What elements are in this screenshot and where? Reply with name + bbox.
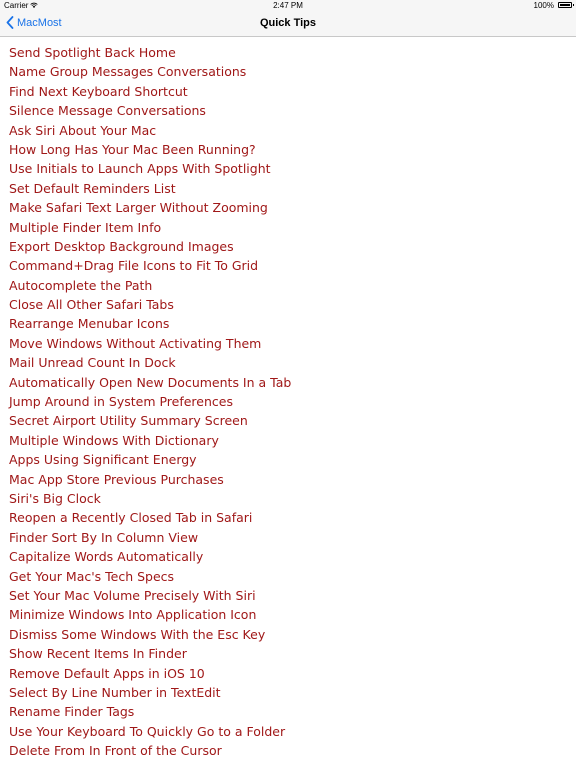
tip-item[interactable]: Multiple Windows With Dictionary	[9, 432, 219, 448]
tip-item[interactable]: How Long Has Your Mac Been Running?	[9, 141, 256, 157]
back-button-label: MacMost	[17, 16, 62, 29]
tip-item[interactable]: Ask Siri About Your Mac	[9, 122, 157, 138]
tip-item[interactable]: Mac App Store Previous Purchases	[9, 471, 224, 487]
tip-item[interactable]: Silence Message Conversations	[9, 103, 206, 119]
tip-item[interactable]: Set Default Reminders List	[9, 180, 176, 196]
tip-item[interactable]: Rearrange Menubar Icons	[9, 316, 170, 332]
tip-item[interactable]: Multiple Finder Item Info	[9, 219, 162, 235]
status-time: 2:47 PM	[273, 1, 303, 10]
tip-item[interactable]: Apps Using Significant Energy	[9, 452, 197, 468]
tip-item[interactable]: Send Spotlight Back Home	[9, 45, 176, 60]
tip-item[interactable]: Dismiss Some Windows With the Esc Key	[9, 626, 266, 642]
tip-item[interactable]: Command+Drag File Icons to Fit To Grid	[9, 258, 259, 274]
tip-item[interactable]: Capitalize Words Automatically	[9, 549, 204, 565]
tip-item[interactable]: Autocomplete the Path	[9, 277, 153, 293]
tip-item[interactable]: Find Next Keyboard Shortcut	[9, 83, 188, 99]
tip-item[interactable]: Delete From In Front of the Cursor	[9, 743, 222, 759]
tips-list	[0, 37, 576, 768]
tip-item[interactable]: Use Initials to Launch Apps With Spotlight	[9, 161, 271, 177]
carrier-label: Carrier	[4, 1, 29, 10]
tip-item[interactable]: Select By Line Number in TextEdit	[9, 684, 221, 700]
tip-item[interactable]: Show Recent Items In Finder	[9, 646, 187, 662]
tip-item[interactable]: Name Group Messages Conversations	[9, 64, 247, 80]
tip-item[interactable]: Mail Unread Count In Dock	[9, 355, 176, 371]
tip-item[interactable]: Reopen a Recently Closed Tab in Safari	[9, 510, 253, 526]
tip-item[interactable]: Remove Default Apps in iOS 10	[9, 665, 205, 681]
tip-item[interactable]: Automatically Open New Documents In a Tab	[9, 374, 292, 390]
tip-item[interactable]: Siri's Big Clock	[9, 490, 101, 506]
page-title: Quick Tips	[259, 17, 317, 29]
tip-item[interactable]: Jump Around in System Preferences	[9, 394, 233, 410]
status-bar	[0, 0, 576, 12]
tip-item[interactable]: Finder Sort By In Column View	[9, 529, 199, 545]
tip-item[interactable]: Export Desktop Background Images	[9, 238, 234, 254]
tip-item[interactable]: Use Your Keyboard To Quickly Go to a Folder	[9, 723, 286, 739]
tip-item[interactable]: Move Windows Without Activating Them	[9, 335, 262, 351]
tip-item[interactable]: Secret Airport Utility Summary Screen	[9, 413, 248, 429]
battery-percent: 100%	[533, 1, 554, 10]
battery-icon	[558, 2, 572, 8]
tip-item[interactable]: Get Your Mac's Tech Specs	[9, 568, 175, 584]
tip-item[interactable]: Rename Finder Tags	[9, 704, 135, 720]
navigation-bar	[0, 12, 576, 37]
tip-item[interactable]: Minimize Windows Into Application Icon	[9, 607, 257, 623]
tip-item[interactable]: Make Safari Text Larger Without Zooming	[9, 200, 268, 216]
tip-item[interactable]: Set Your Mac Volume Precisely With Siri	[9, 587, 256, 603]
tip-item[interactable]: Close All Other Safari Tabs	[9, 297, 174, 313]
